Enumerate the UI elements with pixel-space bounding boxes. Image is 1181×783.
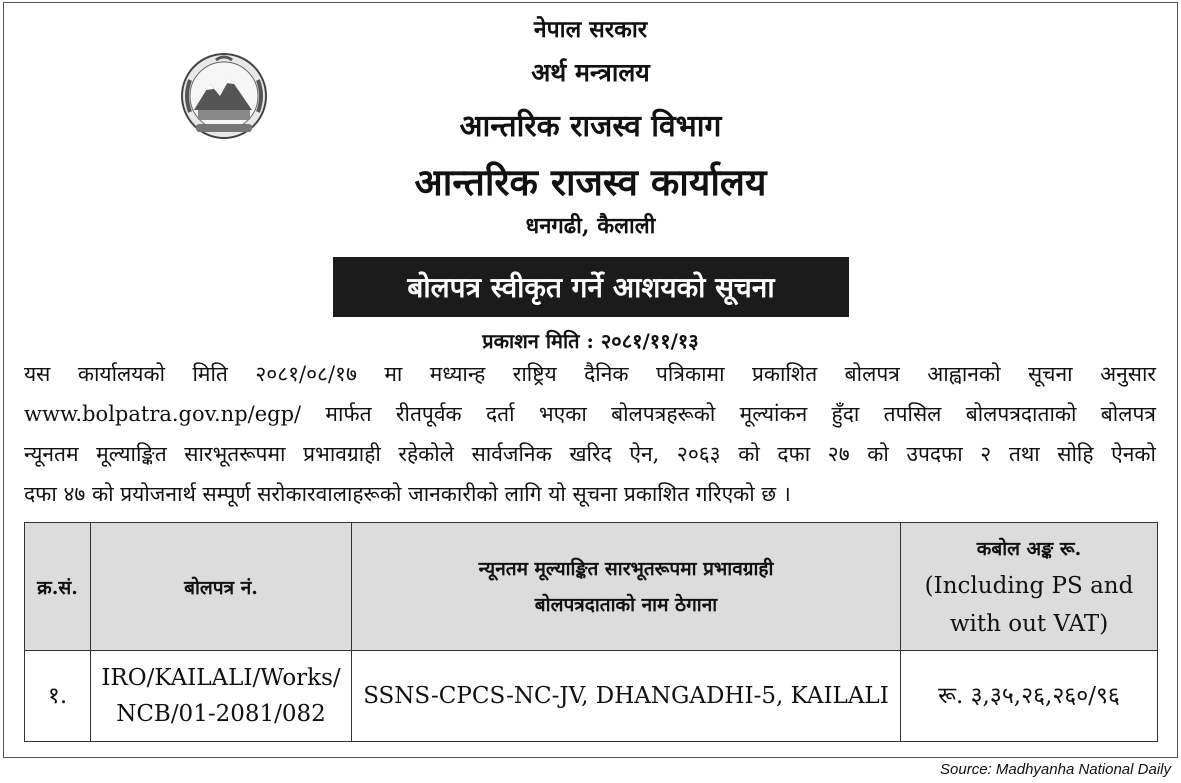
header-amount-line3: with out VAT) [949, 610, 1109, 637]
row-amount: रू. ३,३५,२६,२६०/९६ [901, 651, 1158, 742]
header-bid-no: बोलपत्र नं. [91, 523, 352, 651]
location-heading: धनगढी, कैलाली [525, 213, 656, 239]
table-row [25, 651, 1158, 742]
body-line-2: www.bolpatra.gov.np/egp/ मार्फत रीतपूर्वक दर्ता भएका बोलपत्रहरूको मूल्यांकन हुँदा तपसिल बोलपत्रदाताको बोलपत्र [24, 402, 1156, 426]
department-heading: आन्तरिक राजस्व विभाग [459, 109, 722, 144]
ministry-heading: अर्थ मन्त्रालय [531, 58, 650, 87]
header-bidder-line1: न्यूनतम मूल्याङ्कित सारभूतरूपमा प्रभावग्राही [478, 557, 774, 580]
tender-table [24, 522, 1158, 742]
header-amount [901, 523, 1158, 651]
row-bid-no-line2: NCB/01-2081/082 [116, 701, 326, 727]
office-heading: आन्तरिक राजस्व कार्यालय [414, 160, 767, 204]
source-credit: Source: Madhyanha National Daily [940, 761, 1171, 778]
header-bidder-line2: बोलपत्रदाताको नाम ठेगाना [534, 593, 718, 616]
notice-title [333, 257, 849, 317]
publication-date: प्रकाशन मिति : २०८१/११/१३ [482, 329, 699, 353]
body-line-4: दफा ४७ को प्रयोजनार्थ सम्पूर्ण सरोकारवालाहरूको जानकारीको लागि यो सूचना प्रकाशित गरिएको छ । [24, 482, 791, 506]
row-bidder: SSNS-CPCS-NC-JV, DHANGADHI-5, KAILALI [352, 651, 901, 742]
body-line-1: यस कार्यालयको मिति २०८१/०८/१७ मा मध्यान्ह राष्ट्रिय दैनिक पत्रिकामा प्रकाशित बोलपत्र आह्वानको सूचना अनुसार [24, 362, 1156, 386]
government-heading: नेपाल सरकार [533, 16, 648, 43]
notice-title-text: बोलपत्र स्वीकृत गर्ने आशयको सूचना [407, 271, 775, 304]
header-bidder [352, 523, 901, 651]
header-sn: क्र.सं. [25, 523, 91, 651]
header-amount-line1: कबोल अङ्क रू. [976, 537, 1082, 560]
body-line-3: न्यूनतम मूल्याङ्कित सारभूतरूपमा प्रभावग्राही रहेकोले सार्वजनिक खरिद ऐन, २०६३ को दफा २७ को उपदफा २ तथा सोहि ऐनको [24, 442, 1156, 466]
row-sn: १. [25, 651, 91, 742]
row-bid-no [91, 651, 352, 742]
row-bid-no-line1: IRO/KAILALI/Works/ [101, 665, 341, 691]
header-amount-line2: (Including PS and [924, 572, 1134, 599]
